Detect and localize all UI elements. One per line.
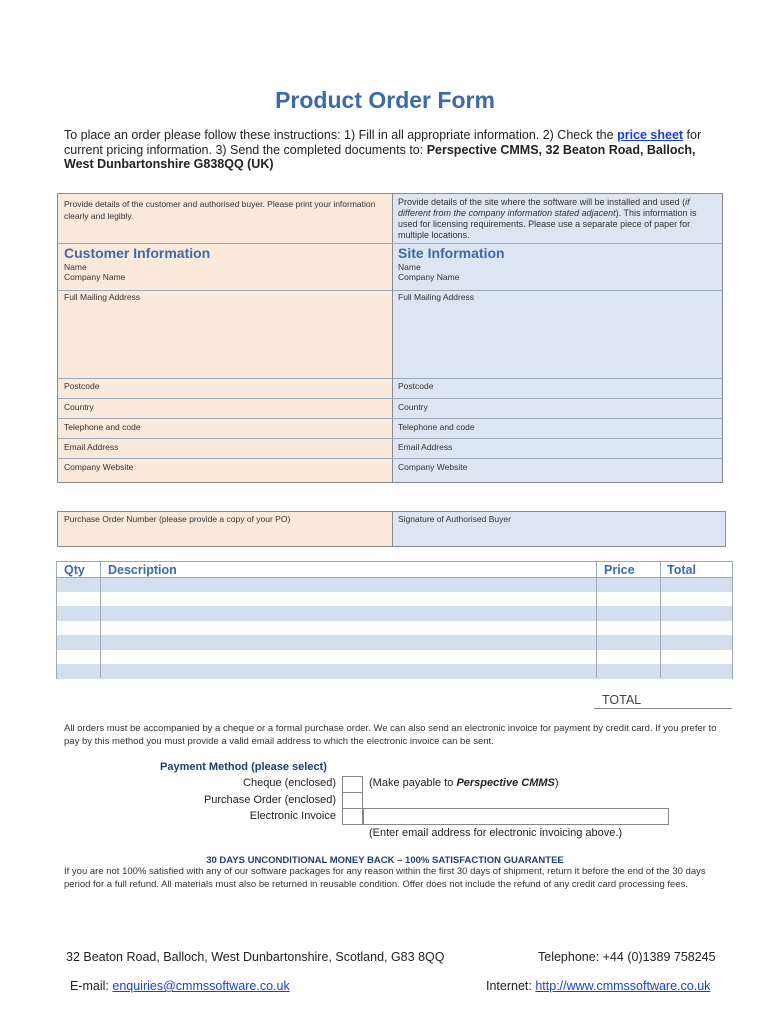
divider bbox=[57, 438, 723, 439]
divider bbox=[57, 458, 723, 459]
customer-heading: Customer Information bbox=[64, 245, 211, 261]
internet-label: Internet: bbox=[486, 979, 536, 993]
divider bbox=[57, 398, 723, 399]
site-note-a: Provide details of the site where the software will be installed and used ( bbox=[398, 197, 686, 207]
footer-telephone: Telephone: +44 (0)1389 758245 bbox=[538, 950, 716, 964]
total-label: TOTAL bbox=[602, 693, 642, 707]
column-rule bbox=[596, 562, 597, 678]
signature-label: Signature of Authorised Buyer bbox=[398, 514, 511, 524]
footer-email bbox=[70, 979, 290, 993]
divider bbox=[57, 290, 723, 291]
invoice-email-hint: (Enter email address for electronic invoicing above.) bbox=[369, 827, 623, 839]
customer-company-field[interactable]: Company Name bbox=[64, 272, 126, 282]
table-row[interactable] bbox=[57, 621, 732, 636]
email-link[interactable]: enquiries@cmmssoftware.co.uk bbox=[112, 979, 290, 993]
email-label: E-mail: bbox=[70, 979, 113, 993]
divider bbox=[57, 418, 723, 419]
site-country-field[interactable]: Country bbox=[398, 402, 428, 412]
payable-note-a: (Make payable to bbox=[369, 777, 457, 789]
payment-heading: Payment Method (please select) bbox=[160, 761, 327, 773]
site-note-italic: if different from the company information stated adjacent bbox=[398, 197, 690, 218]
customer-name-field[interactable]: Name bbox=[64, 262, 87, 272]
customer-panel bbox=[57, 193, 393, 483]
guarantee-heading: 30 DAYS UNCONDITIONAL MONEY BACK – 100% SATISFACTION GUARANTEE bbox=[206, 855, 564, 866]
table-row[interactable] bbox=[57, 635, 732, 650]
page-title: Product Order Form bbox=[275, 87, 495, 113]
payable-note bbox=[369, 777, 559, 789]
column-rule bbox=[660, 562, 661, 678]
customer-email-field[interactable]: Email Address bbox=[64, 442, 119, 452]
site-note bbox=[398, 197, 718, 241]
site-email-field[interactable]: Email Address bbox=[398, 442, 453, 452]
site-address-field[interactable]: Full Mailing Address bbox=[398, 292, 475, 302]
divider bbox=[57, 378, 723, 379]
po-number-label: Purchase Order Number (please provide a copy of your PO) bbox=[64, 514, 291, 524]
instructions bbox=[64, 128, 724, 172]
divider bbox=[57, 243, 723, 244]
customer-phone-field[interactable]: Telephone and code bbox=[64, 422, 141, 432]
table-row[interactable] bbox=[57, 664, 732, 679]
customer-address-field[interactable]: Full Mailing Address bbox=[64, 292, 141, 302]
customer-note: Provide details of the customer and authorised buyer. Please print your information clearly and legibly. bbox=[64, 199, 376, 221]
column-header-price: Price bbox=[604, 563, 635, 577]
column-header-qty: Qty bbox=[64, 563, 85, 577]
table-row[interactable] bbox=[57, 606, 732, 621]
column-header-description: Description bbox=[108, 563, 177, 577]
site-phone-field[interactable]: Telephone and code bbox=[398, 422, 475, 432]
electronic-invoice-label: Electronic Invoice bbox=[249, 810, 336, 822]
table-row[interactable] bbox=[57, 650, 732, 665]
instructions-text-2: for current pricing information. 3) Send the completed documents to: bbox=[64, 128, 702, 157]
invoice-email-input[interactable] bbox=[363, 808, 669, 825]
total-rule bbox=[594, 708, 732, 709]
instructions-text-1: To place an order please follow these instructions: 1) Fill in all appropriate information. 2) Check the bbox=[64, 128, 618, 142]
price-sheet-link[interactable]: price sheet bbox=[617, 128, 684, 142]
site-heading: Site Information bbox=[398, 245, 505, 261]
column-header-total: Total bbox=[667, 563, 696, 577]
site-website-field[interactable]: Company Website bbox=[398, 462, 468, 472]
payable-note-b: ) bbox=[554, 777, 559, 789]
site-company-field[interactable]: Company Name bbox=[398, 272, 460, 282]
site-note-b: ). This information is used for licensing requirements. Please use a separate piece of paper for multiple locations. bbox=[398, 208, 697, 240]
purchase-order-checkbox[interactable] bbox=[342, 792, 363, 809]
payable-company: Perspective CMMS bbox=[456, 777, 555, 789]
cheque-checkbox[interactable] bbox=[342, 776, 363, 793]
customer-postcode-field[interactable]: Postcode bbox=[64, 381, 100, 391]
purchase-order-label: Purchase Order (enclosed) bbox=[203, 794, 336, 806]
footer-internet bbox=[486, 979, 710, 993]
website-link[interactable]: http://www.cmmssoftware.co.uk bbox=[535, 979, 711, 993]
column-rule bbox=[100, 562, 101, 678]
customer-country-field[interactable]: Country bbox=[64, 402, 94, 412]
mailing-address: Perspective CMMS, 32 Beaton Road, Balloch, West Dunbartonshire G838QQ (UK) bbox=[64, 142, 696, 171]
table-row[interactable] bbox=[57, 577, 732, 592]
site-postcode-field[interactable]: Postcode bbox=[398, 381, 434, 391]
electronic-invoice-checkbox[interactable] bbox=[342, 808, 363, 825]
site-name-field[interactable]: Name bbox=[398, 262, 421, 272]
guarantee-text: If you are not 100% satisfied with any of our software packages for any reason within the first 30 days of shipment, return it before the end of the 30 days period for a full refund. All materials must also be returned in reusable condition. Offer does not include the refund of any credit card processing fees. bbox=[64, 866, 706, 890]
footer-address: 32 Beaton Road, Balloch, West Dunbartonshire, Scotland, G83 8QQ bbox=[66, 950, 445, 964]
table-row[interactable] bbox=[57, 592, 732, 607]
customer-website-field[interactable]: Company Website bbox=[64, 462, 134, 472]
cheque-label: Cheque (enclosed) bbox=[243, 777, 336, 789]
payment-note: All orders must be accompanied by a cheque or a formal purchase order. We can also send an electronic invoice for payment by credit card. If you prefer to pay by this method you must provide a valid email address to which the electronic invoice can be sent. bbox=[64, 723, 717, 747]
table-header-rule bbox=[57, 577, 732, 578]
